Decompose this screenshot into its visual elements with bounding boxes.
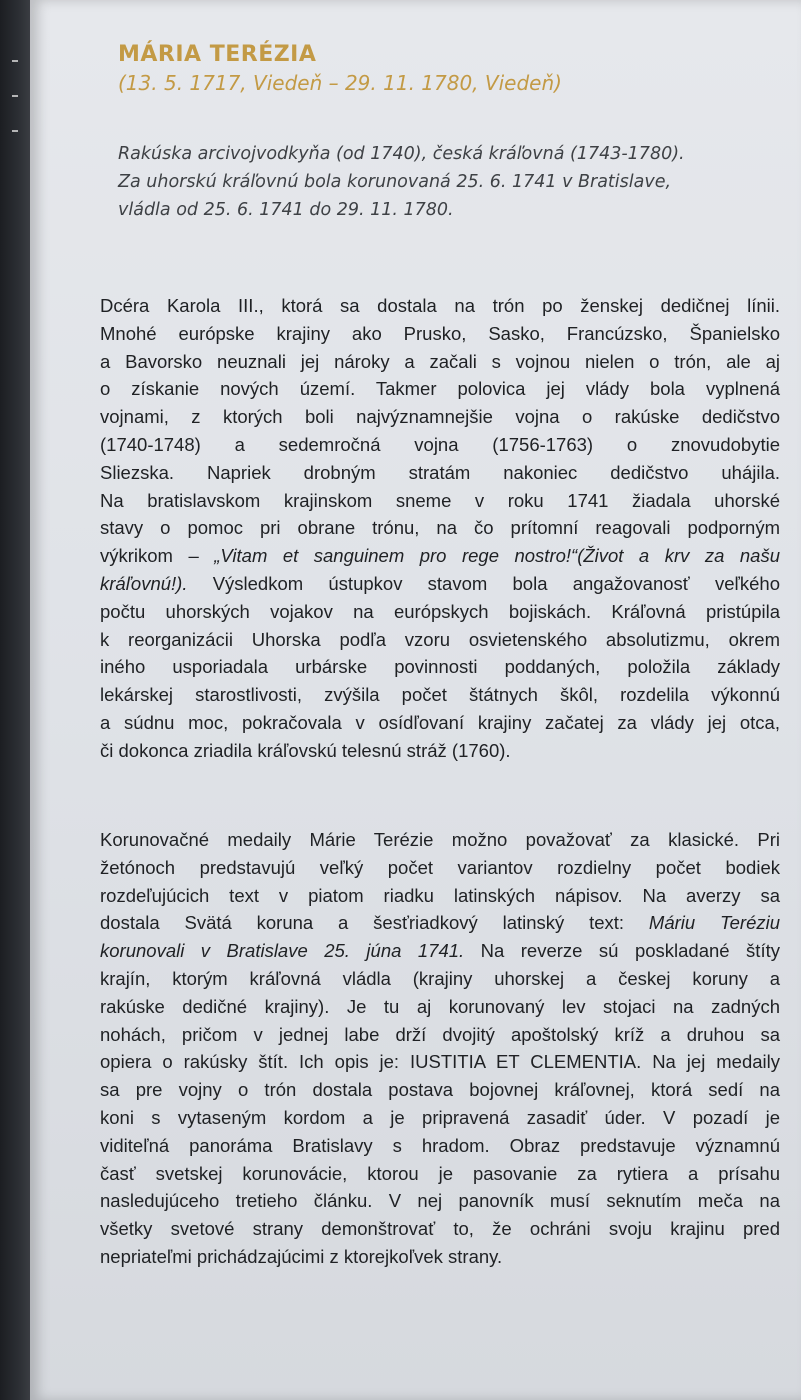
text-segment: sa pre vojny o trón dostala postava bojovnej kráľovnej, ktorá sedí na [100,1079,780,1101]
text-segment: vojnami, z ktorých boli najvýznamnejšie vojna o rakúske dedičstvo [100,406,780,428]
text-segment: rakúske dedičné krajiny). Je tu aj korunovaný lev stojaci na zadných [100,995,780,1017]
text-segment: lekárskej starostlivosti, zvýšila počet štátnych škôl, rozdelila výkonnú [100,684,780,706]
text-segment: Dcéra Karola III., ktorá sa dostala na trón po ženskej dedičnej línii. [100,295,780,316]
text-segment: o získanie nových území. Takmer polovica jej vlády bola vyplnená [100,378,780,400]
text-segment: a Bavorsko neuznali jej nároky a začali s vojnou nielen o trón, ale aj [100,350,780,372]
entry-dates: (13. 5. 1717, Viedeň – 29. 11. 1780, Viedeň) [118,71,562,95]
book-page [30,0,801,1400]
text-segment: Na bratislavskom krajinskom sneme v roku 1741 žiadala uhorské [100,489,780,511]
entry-header [118,42,758,95]
text-line [100,570,780,598]
text-line [100,1215,780,1243]
text-segment: (1740-1748) a sedemročná vojna (1756-1763) o znovudobytie [100,433,780,455]
text-line [100,854,780,882]
text-segment: iného usporiadala urbárske povinnosti poddaných, položila základy [100,656,780,678]
book-spine [0,0,30,1400]
italic-segment: „Vitam et sanguinem pro rege nostro!“(Život a krv za našu [214,545,780,567]
text-segment: počtu uhorských vojakov na európskych bojiskách. Kráľovná pristúpila [100,600,780,622]
italic-segment: korunovali v Bratislave 25. júna 1741. [100,940,465,962]
entry-title: MÁRIA TERÉZIA [118,42,317,67]
text-segment: nohách, pričom v jednej labe drží dvojitý apoštolský kríž a druhou sa [100,1023,780,1045]
text-segment: žetónoch predstavujú veľký počet variantov rozdielny počet bodiek [100,856,780,878]
text-segment: Sliezska. Napriek drobným stratám nakoniec dedičstvo uhájila. [100,461,780,483]
italic-segment: Máriu Teréziu [648,912,781,934]
text-segment: nasledujúceho tretieho článku. V nej panovník musí seknutím meča na [100,1190,780,1212]
text-segment: či dokonca zriadila kráľovskú telesnú stráž (1760). [100,739,511,761]
text-line [100,1021,780,1049]
text-segment: opiera o rakúsky štít. Ich opis je: IUSTITIA ET CLEMENTIA. Na jej medaily [100,1051,780,1073]
text-line [100,348,780,376]
subtitle-line: vládla od 25. 6. 1741 do 29. 11. 1780. [118,200,454,220]
subtitle-line: Za uhorskú kráľovnú bola korunovaná 25. 6. 1741 v Bratislave, [118,172,672,192]
text-line [100,737,780,765]
medals-paragraph [100,826,780,1271]
text-line [100,965,780,993]
text-line [100,1048,780,1076]
text-line [100,653,780,681]
text-segment: Na reverze sú poskladané štíty [464,940,780,962]
text-line [100,993,780,1021]
text-segment: výkrikom – [100,545,215,567]
text-segment: koni s vytaseným kordom a je pripravená zasadiť úder. V pozadí je [100,1106,780,1128]
subtitle-line: Rakúska arcivojvodkyňa (od 1740), česká kráľovná (1743-1780). [118,144,685,164]
biography-paragraph [100,292,780,765]
text-line [100,1132,780,1160]
text-line [100,292,780,320]
text-line [100,431,780,459]
text-line [100,882,780,910]
text-line [100,1243,780,1271]
text-line [100,937,780,965]
text-segment: viditeľná panoráma Bratislavy s hradom. Obraz predstavuje významnú [100,1134,780,1156]
entry-subtitle [118,140,758,224]
text-line [100,598,780,626]
italic-segment: kráľovnú!). [100,572,188,594]
text-line [100,1160,780,1188]
text-line [100,487,780,515]
text-line [100,681,780,709]
text-line [100,709,780,737]
text-segment: všetky svetové strany demonštrovať to, že ochráni svoju krajinu pred [100,1218,780,1240]
text-segment: dostala Svätá koruna a šesťriadkový latinský text: [100,912,649,934]
text-line [100,826,780,854]
text-line [100,459,780,487]
text-segment: Mnohé európske krajiny ako Prusko, Sasko, Francúzsko, Španielsko [100,322,780,344]
text-line [100,403,780,431]
text-line [100,1076,780,1104]
text-segment: a súdnu moc, pokračovala v osídľovaní krajiny začatej za vlády jej otca, [100,711,780,733]
text-segment: stavy o pomoc pri obrane trónu, na čo prítomní reagovali podporným [100,517,780,539]
text-line [100,320,780,348]
text-line [100,626,780,654]
text-segment: rozdeľujúcich text v piatom riadku latinských nápisov. Na averzy sa [100,884,780,906]
text-line [100,1104,780,1132]
text-segment: Korunovačné medaily Márie Terézie možno považovať za klasické. Pri [100,829,780,850]
text-segment: Výsledkom ústupkov stavom bola angažovanosť veľkého [187,572,780,594]
spine-stitch [12,60,18,62]
text-segment: časť svetskej korunovácie, ktorou je pasovanie za rytiera a prísahu [100,1162,780,1184]
text-line [100,1187,780,1215]
text-line [100,909,780,937]
text-line [100,542,780,570]
text-line [100,375,780,403]
text-line [100,514,780,542]
text-segment: nepriateľmi prichádzajúcimi z ktorejkoľvek strany. [100,1245,503,1267]
text-segment: krajín, ktorým kráľovná vládla (krajiny uhorskej a českej koruny a [100,967,780,989]
spine-stitch [12,130,18,132]
spine-stitch [12,95,18,97]
text-segment: k reorganizácii Uhorska podľa vzoru osvietenského absolutizmu, okrem [100,628,780,650]
